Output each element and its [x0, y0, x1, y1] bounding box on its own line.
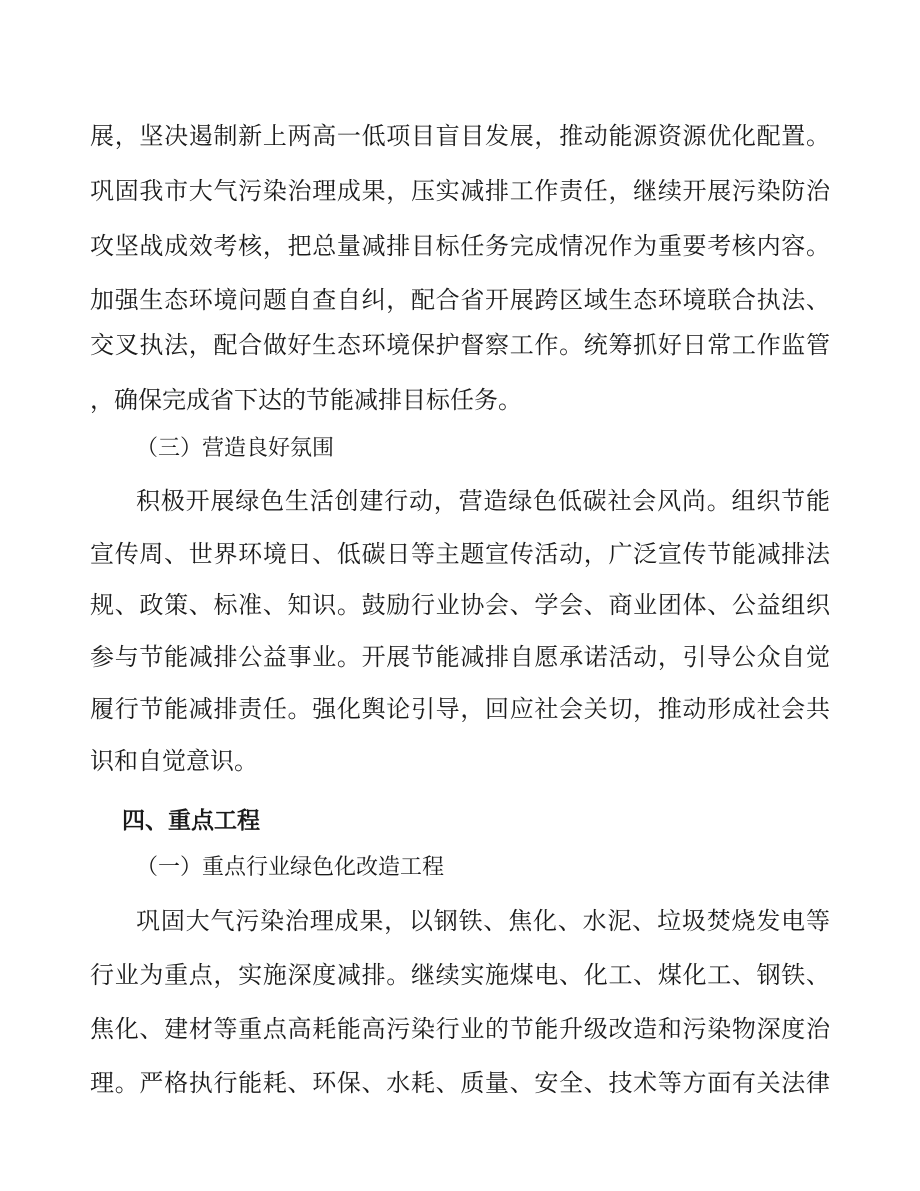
section-4-heading: 四、重点工程: [122, 808, 260, 834]
paragraph-2-line-5: 履行节能减排责任。强化舆论引导，回应社会关切，推动形成社会共: [90, 695, 830, 723]
paragraph-2-line-3: 规、政策、标准、知识。鼓励行业协会、学会、商业团体、公益组织: [90, 591, 830, 619]
paragraph-2-line-4: 参与节能减排公益事业。开展节能减排自愿承诺活动，引导公众自觉: [90, 643, 830, 671]
paragraph-2-line-2: 宣传周、世界环境日、低碳日等主题宣传活动，广泛宣传节能减排法: [90, 540, 830, 568]
paragraph-1-line-4: 加强生态环境问题自查自纠，配合省开展跨区域生态环境联合执法、: [90, 286, 830, 314]
paragraph-3-line-3: 焦化、建材等重点高耗能高污染行业的节能升级改造和污染物深度治: [90, 1015, 830, 1043]
paragraph-3-line-4: 理。严格执行能耗、环保、水耗、质量、安全、技术等方面有关法律: [90, 1069, 830, 1097]
paragraph-2-line-1: 积极开展绿色生活创建行动，营造绿色低碳社会风尚。组织节能: [136, 487, 830, 515]
paragraph-1-line-1: 展，坚决遏制新上两高一低项目盲目发展，推动能源资源优化配置。: [90, 122, 830, 150]
paragraph-1-line-3: 攻坚战成效考核，把总量减排目标任务完成情况作为重要考核内容。: [90, 232, 830, 260]
paragraph-2-line-6: 识和自觉意识。: [90, 747, 258, 775]
subheading-3: （三）营造良好氛围: [136, 436, 335, 461]
paragraph-3-line-2: 行业为重点，实施深度减排。继续实施煤电、化工、煤化工、钢铁、: [90, 961, 830, 989]
subheading-4-1: （一）重点行业绿色化改造工程: [136, 855, 445, 880]
paragraph-1-line-5: 交叉执法，配合做好生态环境保护督察工作。统筹抓好日常工作监管: [90, 331, 830, 359]
paragraph-1-line-6: ，确保完成省下达的节能减排目标任务。: [90, 386, 522, 414]
paragraph-1-line-2: 巩固我市大气污染治理成果，压实减排工作责任，继续开展污染防治: [90, 177, 830, 205]
paragraph-3-line-1: 巩固大气污染治理成果，以钢铁、焦化、水泥、垃圾焚烧发电等: [136, 907, 830, 935]
